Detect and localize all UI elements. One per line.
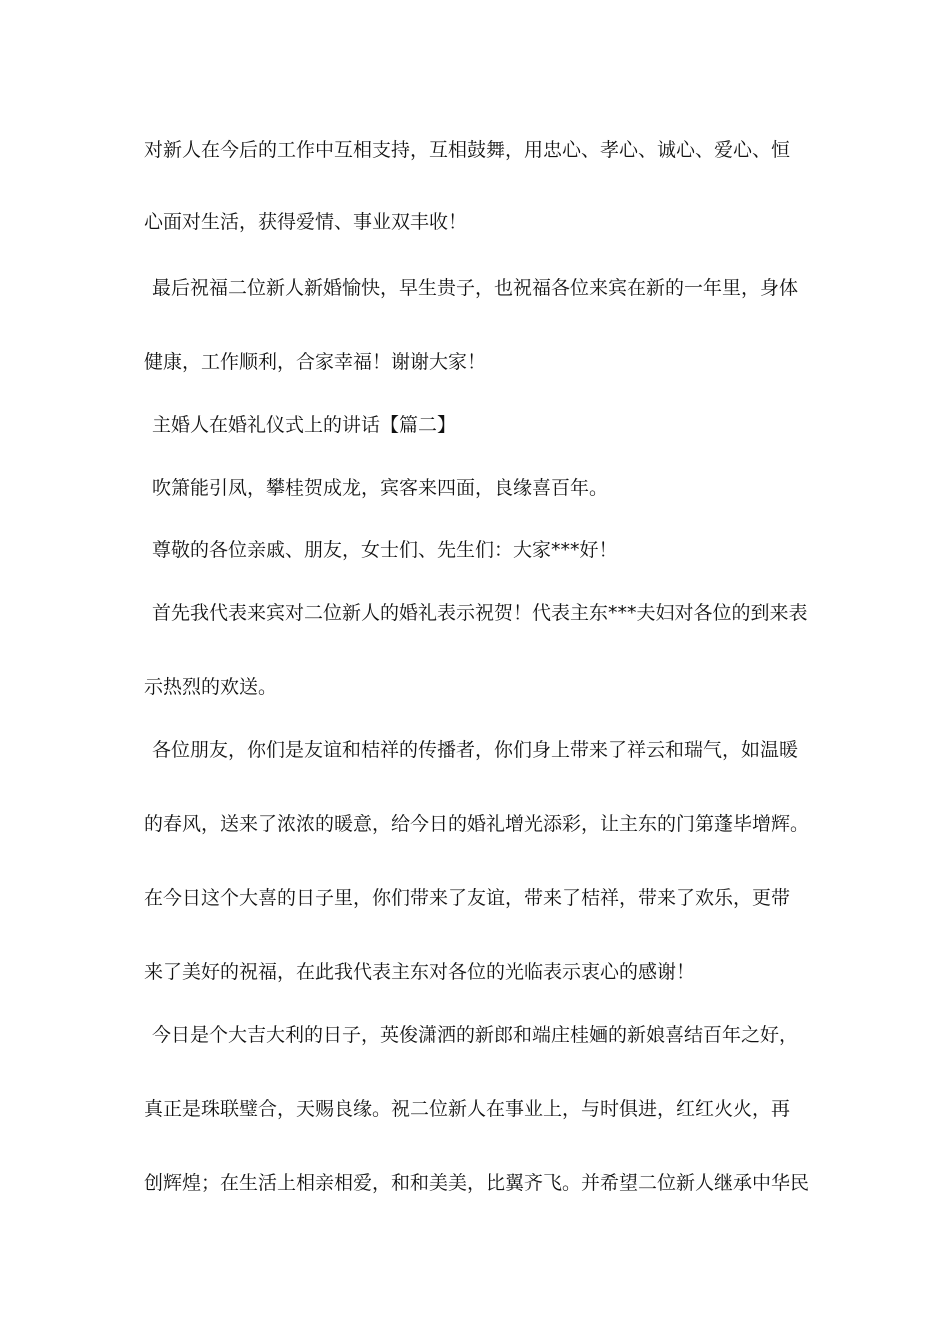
paragraph-start: 吹箫能引凤，攀桂贺成龙，宾客来四面，良缘喜百年。 xyxy=(152,477,609,499)
text-line: 在今日这个大喜的日子里，你们带来了友谊，带来了桔祥，带来了欢乐，更带 xyxy=(144,887,791,909)
text-line: 示热烈的欢送。 xyxy=(144,676,278,698)
text-line: 的春风，送来了浓浓的暖意，给今日的婚礼增光添彩，让主东的门第蓬毕增辉。 xyxy=(144,813,810,835)
text-line: 真正是珠联璧合，天赐良缘。祝二位新人在事业上，与时俱进，红红火火，再 xyxy=(144,1098,791,1120)
section-heading: 主婚人在婚礼仪式上的讲话【篇二】 xyxy=(152,414,457,436)
paragraph-start: 首先我代表来宾对二位新人的婚礼表示祝贺！代表主东***夫妇对各位的到来表 xyxy=(152,602,808,624)
paragraph-start: 今日是个大吉大利的日子，英俊潇洒的新郎和端庄桂婳的新娘喜结百年之好， xyxy=(152,1024,799,1046)
paragraph-start: 各位朋友，你们是友谊和桔祥的传播者，你们身上带来了祥云和瑞气，如温暖 xyxy=(152,739,799,761)
text-line: 创辉煌；在生活上相亲相爱，和和美美，比翼齐飞。并希望二位新人继承中华民 xyxy=(144,1172,810,1194)
text-line: 健康，工作顺利，合家幸福！谢谢大家！ xyxy=(144,351,487,373)
paragraph-start: 最后祝福二位新人新婚愉快，早生贵子，也祝福各位来宾在新的一年里，身体 xyxy=(152,277,799,299)
text-line: 来了美好的祝福，在此我代表主东对各位的光临表示衷心的感谢！ xyxy=(144,961,696,983)
paragraph-start: 尊敬的各位亲戚、朋友，女士们、先生们：大家***好！ xyxy=(152,539,618,561)
text-line: 心面对生活，获得爱情、事业双丰收！ xyxy=(144,211,468,233)
text-line: 对新人在今后的工作中互相支持，互相鼓舞，用忠心、孝心、诚心、爱心、恒 xyxy=(144,139,791,161)
